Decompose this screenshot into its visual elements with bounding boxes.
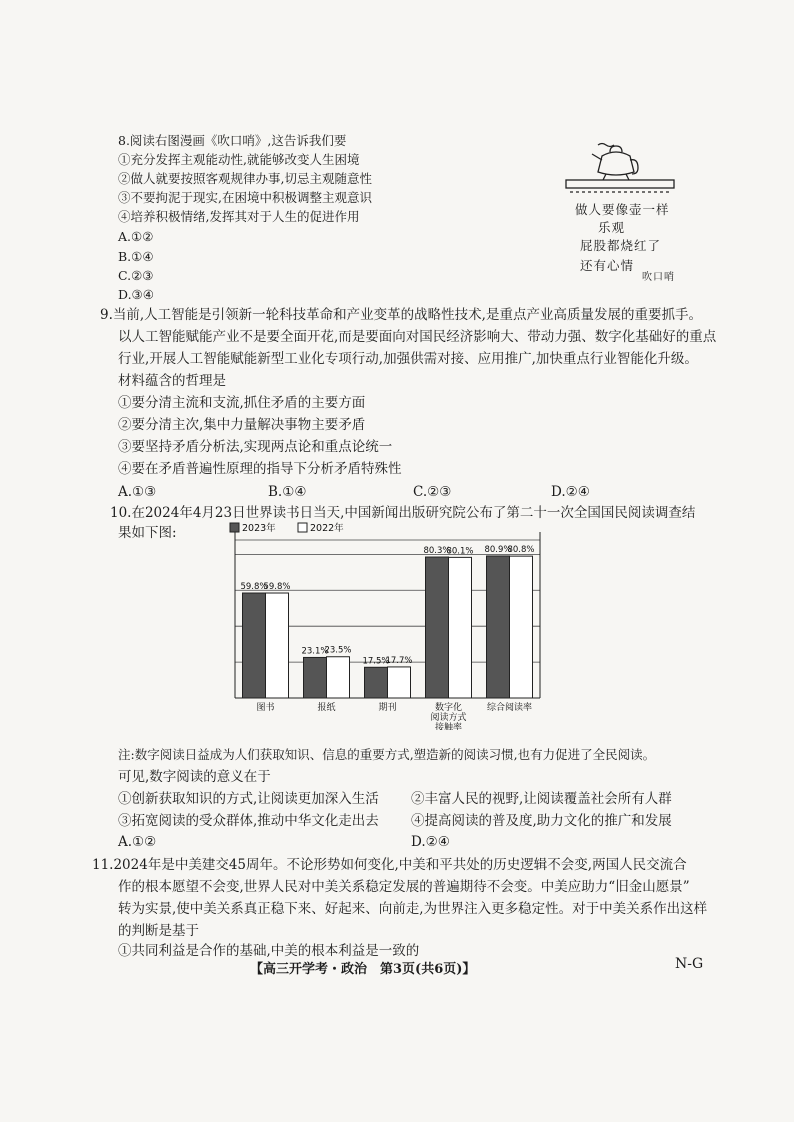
data-label-1-3: 17.5%	[362, 656, 390, 667]
data-label-2-3: 17.7%	[385, 655, 413, 666]
q10-item-4: ④提高阅读的普及度,助力文化的推广和发展	[411, 813, 672, 829]
data-label-2-1: 59.8%	[263, 582, 291, 593]
q10-question: 可见,数字阅读的意义在于	[118, 769, 271, 785]
q9-line-2: 以人工智能赋能产业不是要全面开花,而是要面向对国民经济影响大、带动力强、数字化基础好的重点	[118, 329, 717, 345]
q11-line-2: 作的根本愿望不会变,世界人民对中美关系稳定发展的普遍期待不会变。中美应助力“旧金山愿景”	[118, 879, 690, 895]
q10-line-1: 10.在2024年4月23日世界读书日当天,中国新闻出版研究院公布了第二十一次全国国民阅读调查结	[110, 505, 696, 521]
q8-option-a: A.①②	[118, 229, 154, 244]
q9-line-4: 材料蕴含的哲理是	[118, 373, 226, 389]
paper-code: N-G	[675, 956, 704, 972]
cartoon-text-1: 做人要像壶一样	[575, 202, 670, 217]
q9-line-3: 行业,开展人工智能赋能新型工业化专项行动,加强供需对接、应用推广,加快重点行业智能化升级。	[118, 351, 698, 367]
q9-item-4: ④要在矛盾普遍性原理的指导下分析矛盾特殊性	[118, 461, 402, 477]
reading-survey-chart	[215, 518, 555, 730]
legend-label-2: 2022年	[310, 523, 344, 534]
category-label-3: 期刊	[378, 703, 397, 713]
cartoon-whistle	[560, 140, 680, 285]
cartoon-text-3: 屁股都烧红了	[580, 238, 662, 253]
category-label-4: 接触率	[434, 723, 463, 730]
q9-option-a: A.①③	[118, 484, 157, 500]
bar-2-3	[388, 667, 411, 698]
q10-item-1: ①创新获取知识的方式,让阅读更加深入生活	[118, 791, 379, 807]
legend-swatch-2	[298, 523, 307, 532]
q11-line-1: 11.2024年是中美建交45周年。不论形势如何变化,中美和平共处的历史逻辑不会变,两国人民交流合	[92, 857, 687, 873]
cartoon-text-4: 还有心情	[580, 258, 635, 273]
data-label-2-5: 80.8%	[507, 545, 535, 556]
q9-option-c: C.②③	[413, 484, 452, 500]
bar-1-1	[243, 593, 266, 698]
category-label-5: 综合阅读率	[486, 703, 533, 713]
q8-stem: 8.阅读右图漫画《吹口哨》,这告诉我们要	[118, 133, 347, 148]
q9-option-d: D.②④	[551, 484, 590, 500]
bar-2-1	[266, 593, 289, 698]
category-label-4: 阅读方式	[430, 713, 467, 723]
data-label-2-4: 80.1%	[446, 546, 474, 557]
category-label-1: 图书	[256, 703, 275, 713]
cartoon-text-2: 乐观	[598, 220, 626, 235]
category-label-4: 数字化	[434, 703, 463, 713]
q9-item-1: ①要分清主流和支流,抓住矛盾的主要方面	[118, 395, 366, 411]
cartoon-text-5: 吹口哨	[642, 272, 675, 283]
legend-swatch-1	[230, 523, 239, 532]
q10-item-3: ③拓宽阅读的受众群体,推动中华文化走出去	[118, 813, 379, 829]
q8-item-2: ②做人就要按照客观规律办事,切忌主观随意性	[118, 171, 372, 186]
page-footer: 【高三开学考・政治 第3页(共6页)】	[250, 962, 476, 977]
q8-option-c: C.②③	[118, 268, 154, 283]
q10-item-2: ②丰富人民的视野,让阅读覆盖社会所有人群	[411, 791, 672, 807]
bar-1-2	[304, 657, 327, 698]
q9-item-2: ②要分清主次,集中力量解决事物主要矛盾	[118, 417, 366, 433]
q8-item-4: ④培养积极情绪,发挥其对于人生的促进作用	[118, 209, 360, 224]
q10-note: 注:数字阅读日益成为人们获取知识、信息的重要方式,塑造新的阅读习惯,也有力促进了全民阅读。	[118, 747, 656, 762]
q10-option-a: A.①②	[118, 834, 157, 850]
bar-2-2	[327, 657, 350, 698]
category-label-2: 报纸	[317, 703, 336, 713]
kettle-stove-illustration	[560, 140, 680, 200]
q11-item-1: ①共同利益是合作的基础,中美的根本利益是一致的	[118, 943, 420, 959]
q8-option-b: B.①④	[118, 249, 154, 264]
data-label-1-4: 80.3%	[423, 546, 451, 557]
data-label-1-5: 80.9%	[484, 544, 512, 555]
q9-option-b: B.①④	[268, 484, 307, 500]
bar-1-3	[365, 667, 388, 698]
q9-item-3: ③要坚持矛盾分析法,实现两点论和重点论统一	[118, 439, 393, 455]
bar-2-5	[510, 556, 533, 698]
q9-line-1: 9.当前,人工智能是引领新一轮科技革命和产业变革的战略性技术,是重点产业高质量发展的重要抓手。	[100, 307, 702, 323]
legend-label-1: 2023年	[242, 523, 276, 534]
q10-option-d: D.②④	[411, 834, 450, 850]
data-label-1-1: 59.8%	[240, 582, 268, 593]
data-label-2-2: 23.5%	[324, 645, 352, 656]
bar-chart-svg	[215, 518, 555, 730]
q8-item-3: ③不要拘泥于现实,在困境中积极调整主观意识	[118, 190, 372, 205]
q10-line-2: 果如下图:	[118, 525, 177, 541]
q11-line-4: 的判断是基于	[118, 923, 199, 939]
q11-line-3: 转为实景,使中美关系真正稳下来、好起来、向前走,为世界注入更多稳定性。对于中美关系作出这样	[118, 901, 708, 917]
bar-1-4	[426, 557, 449, 698]
bar-2-4	[449, 557, 472, 698]
bar-1-5	[487, 556, 510, 698]
data-label-1-2: 23.1%	[301, 646, 329, 657]
q8-option-d: D.③④	[118, 287, 154, 302]
q8-item-1: ①充分发挥主观能动性,就能够改变人生困境	[118, 152, 360, 167]
